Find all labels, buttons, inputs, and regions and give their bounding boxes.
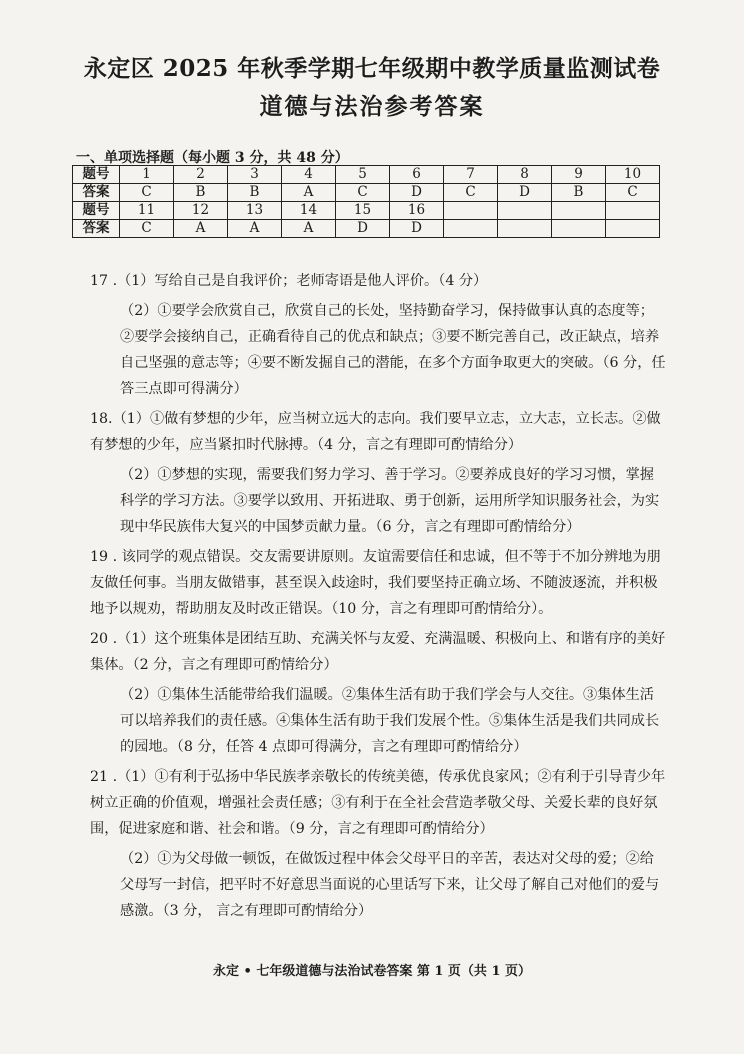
table-cell: D	[498, 184, 552, 202]
table-cell: 12	[174, 202, 228, 220]
table-cell	[606, 220, 660, 238]
table-cell: B	[552, 184, 606, 202]
table-cell: 3	[228, 166, 282, 184]
table-cell: A	[282, 220, 336, 238]
row-label: 答案	[73, 184, 120, 202]
page-subtitle: 道德与法治参考答案	[259, 93, 485, 120]
page-title: 永定区 2025 年秋季学期七年级期中教学质量监测试卷	[83, 55, 661, 82]
table-cell: 10	[606, 166, 660, 184]
table-cell	[444, 202, 498, 220]
table-cell: 2	[174, 166, 228, 184]
answer-21-part-1: 21 .（1）①有利于弘扬中华民族孝亲敬长的传统美德，传承优良家风；②有利于引导青少年树立正确的价值观，增强社会责任感；③有利于在全社会营造孝敬父母、关爱长辈的良好氛围，促进家庭和谐、社会和谐。（9 分，言之有理即可酌情给分）	[90, 769, 666, 837]
table-cell: A	[282, 184, 336, 202]
table-cell: 13	[228, 202, 282, 220]
answer-18-part-2: （2）①梦想的实现，需要我们努力学习、善于学习。②要养成良好的学习习惯，掌握科学的学习方法。③要学以致用、开拓进取、勇于创新，运用所学知识服务社会，为实现中华民族伟大复兴的中国梦贡献力量。（6 分，言之有理即可酌情给分）	[120, 467, 660, 535]
answer-21-part-2: （2）①为父母做一顿饭，在做饭过程中体会父母平日的辛苦，表达对父母的爱；②给父母写一封信，把平时不好意思当面说的心里话写下来，让父母了解自己对他们的爱与感激。（3 分， 言之有理即可酌情给分）	[120, 851, 660, 919]
answer-17-part-1: 17 .（1）写给自己是自我评价；老师寄语是他人评价。（4 分）	[90, 273, 488, 289]
table-cell: 4	[282, 166, 336, 184]
row-label: 题号	[73, 166, 120, 184]
table-cell: 8	[498, 166, 552, 184]
table-cell: 6	[390, 166, 444, 184]
answer-21	[90, 764, 666, 924]
table-cell: 5	[336, 166, 390, 184]
multiple-choice-answer-table	[72, 165, 660, 238]
table-cell: 9	[552, 166, 606, 184]
table-cell: 7	[444, 166, 498, 184]
table-cell: 15	[336, 202, 390, 220]
table-cell: A	[228, 220, 282, 238]
answer-19	[90, 544, 666, 622]
table-cell: 1	[120, 166, 174, 184]
table-cell: C	[336, 184, 390, 202]
table-cell: D	[336, 220, 390, 238]
table-cell	[606, 202, 660, 220]
table-cell: A	[174, 220, 228, 238]
table-row	[73, 220, 660, 238]
table-cell: B	[228, 184, 282, 202]
answer-17-part-2: （2）①要学会欣赏自己，欣赏自己的长处，坚持勤奋学习，保持做事认真的态度等；②要学会接纳自己，正确看待自己的优点和缺点；③要不断完善自己，改正缺点，培养自己坚强的意志等；④要不断发掘自己的潜能，在多个方面争取更大的突破。（6 分，任答三点即可得满分）	[120, 303, 666, 397]
answer-17	[90, 268, 666, 402]
answer-20	[90, 626, 666, 760]
table-cell: B	[174, 184, 228, 202]
table-cell: C	[606, 184, 660, 202]
table-cell	[444, 220, 498, 238]
answer-20-part-2: （2）①集体生活能带给我们温暖。②集体生活有助于我们学会与人交往。③集体生活可以培养我们的责任感。④集体生活有助于我们发展个性。⑤集体生活是我们共同成长的园地。（8 分，任答 4 点即可得满分，言之有理即可酌情给分）	[120, 687, 660, 755]
table-row	[73, 202, 660, 220]
row-label: 题号	[73, 202, 120, 220]
table-cell: C	[120, 220, 174, 238]
table-cell: D	[390, 184, 444, 202]
answer-list	[90, 268, 666, 928]
table-cell	[552, 220, 606, 238]
row-label: 答案	[73, 220, 120, 238]
answer-20-part-1: 20 .（1）这个班集体是团结互助、充满关怀与友爱、充满温暖、积极向上、和谐有序的美好集体。（2 分，言之有理即可酌情给分）	[90, 631, 666, 673]
page-footer: 永定 • 七年级道德与法治试卷答案 第 1 页（共 1 页）	[212, 964, 532, 979]
table-row	[73, 166, 660, 184]
table-cell	[552, 202, 606, 220]
table-cell	[498, 220, 552, 238]
table-cell: 14	[282, 202, 336, 220]
table-cell	[498, 202, 552, 220]
table-cell: C	[120, 184, 174, 202]
answer-18-part-1: 18.（1）①做有梦想的少年，应当树立远大的志向。我们要早立志，立大志，立长志。②做有梦想的少年，应当紧扣时代脉搏。（4 分，言之有理即可酌情给分）	[90, 411, 661, 453]
table-row	[73, 184, 660, 202]
answer-19-part-1: 19 . 该同学的观点错误。交友需要讲原则。友谊需要信任和忠诚，但不等于不加分辨地为朋友做任何事。当朋友做错事，甚至误入歧途时，我们要坚持正确立场、不随波逐流，并积极地予以规劝，帮助朋友及时改正错误。（10 分，言之有理即可酌情给分）。	[90, 549, 661, 617]
table-cell: D	[390, 220, 444, 238]
answer-18	[90, 406, 666, 540]
table-cell: 11	[120, 202, 174, 220]
table-cell: 16	[390, 202, 444, 220]
table-cell: C	[444, 184, 498, 202]
section-heading-multiple-choice: 一、单项选择题（每小题 3 分，共 48 分）	[76, 150, 349, 166]
